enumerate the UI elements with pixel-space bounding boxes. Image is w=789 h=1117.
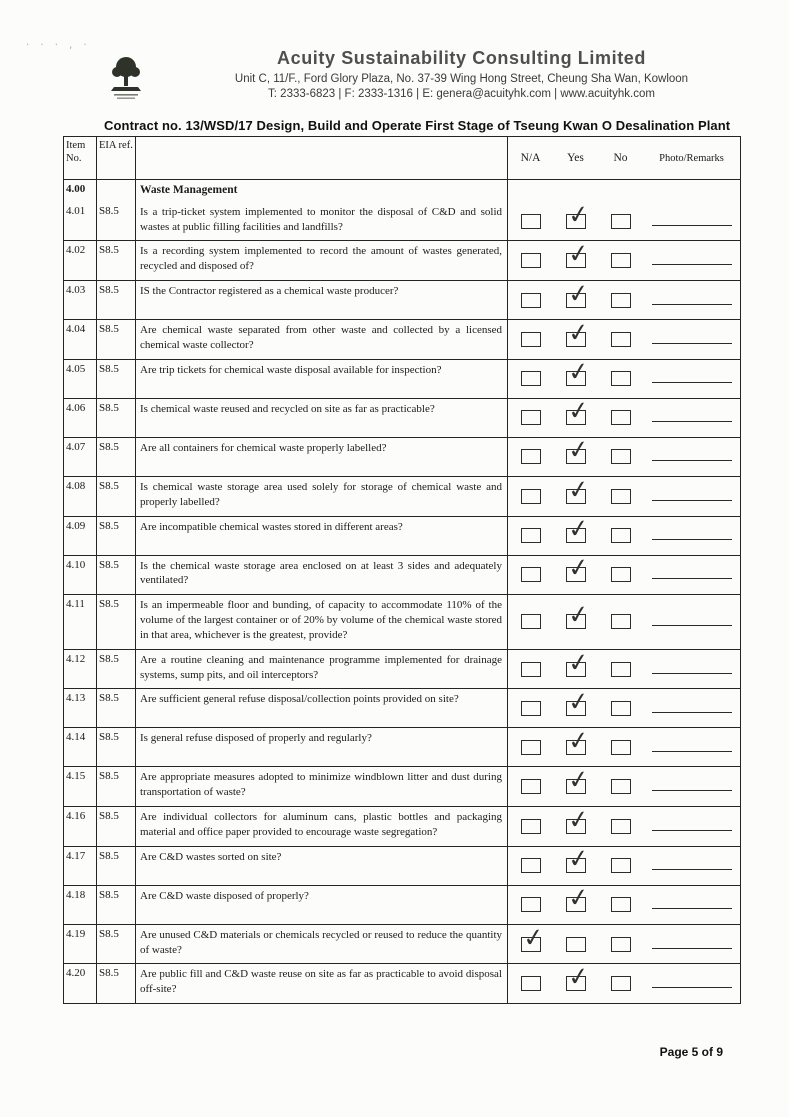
question-text: Is chemical waste reused and recycled on site as far as practicable?: [136, 398, 508, 437]
checkbox-slot-yes: [553, 356, 598, 388]
question-text: Are public fill and C&D waste reuse on site as far as practicable to avoid disposal off-site?: [136, 964, 508, 1004]
answer-cell: [508, 395, 741, 437]
checkbox-yes: [565, 473, 591, 505]
item-no: 4.13: [64, 689, 97, 728]
checkbox-slot-no: [598, 701, 643, 716]
checkbox-slot-yes: [553, 764, 598, 796]
checkbox-yes: [565, 434, 591, 466]
checkbox-no: [611, 449, 631, 464]
eia-ref: S8.5: [97, 767, 136, 807]
remarks-line: [652, 908, 732, 909]
checkbox-yes: [565, 843, 591, 875]
checkbox-slot-na: [508, 449, 553, 464]
answer-cell: [508, 198, 741, 241]
checkbox-slot-yes: [553, 937, 598, 952]
checkbox-no: [611, 489, 631, 504]
checkbox-na: [521, 897, 541, 912]
answer-cell: [508, 473, 741, 516]
checkbox-na: [521, 976, 541, 991]
checkbox-slot-na: [508, 819, 553, 834]
check-mark: ✓: [565, 356, 591, 388]
table-row: [64, 476, 741, 516]
answer-cell: [508, 595, 741, 650]
eia-ref: S8.5: [97, 516, 136, 555]
checkbox-yes: [565, 356, 591, 388]
checkbox-slot-no: [598, 662, 643, 677]
answer-cell: [508, 316, 741, 360]
eia-ref: S8.5: [97, 359, 136, 398]
remarks-line: [652, 869, 732, 870]
item-no: 4.19: [64, 924, 97, 964]
eia-ref: S8.5: [97, 398, 136, 437]
checkbox-no: [611, 214, 631, 229]
answer-cell: [508, 646, 741, 689]
checkbox-slot-yes: [553, 238, 598, 270]
column-header-no: No: [613, 152, 628, 165]
checkbox-slot-yes: [553, 599, 598, 631]
checkbox-no: [611, 819, 631, 834]
answer-cell: [508, 512, 741, 555]
table-row: [64, 516, 741, 555]
item-no: 4.14: [64, 728, 97, 767]
section-title: Waste Management: [136, 180, 508, 202]
checkbox-slot-na: [508, 528, 553, 543]
table-row: [64, 649, 741, 689]
checkbox-na: [520, 921, 546, 953]
checkbox-slot-na: [508, 489, 553, 504]
check-mark: ✓: [565, 685, 591, 718]
remarks-line: [652, 343, 732, 344]
table-row: [64, 398, 741, 437]
checkbox-yes: [565, 552, 591, 584]
question-text: Are all containers for chemical waste properly labelled?: [136, 437, 508, 476]
eia-ref: S8.5: [97, 281, 136, 320]
checkbox-na: [521, 614, 541, 629]
eia-ref: S8.5: [97, 728, 136, 767]
checkbox-na: [521, 214, 541, 229]
remarks-line: [652, 500, 732, 501]
answer-cell: [508, 764, 741, 807]
checkbox-no: [611, 614, 631, 629]
eia-ref: S8.5: [97, 846, 136, 885]
checkbox-slot-na: [508, 410, 553, 425]
checkbox-slot-no: [598, 214, 643, 229]
letterhead: [0, 0, 789, 107]
answer-cell: [508, 803, 741, 847]
item-no: 4.09: [64, 516, 97, 555]
column-header-yes: Yes: [567, 152, 584, 165]
checkbox-slot-yes: [553, 395, 598, 427]
check-mark: ✓: [565, 843, 591, 875]
item-no: 4.03: [64, 281, 97, 320]
checkbox-no: [611, 897, 631, 912]
checkbox-slot-no: [598, 253, 643, 268]
letterhead-text: [152, 48, 745, 100]
eia-ref: S8.5: [97, 595, 136, 650]
remarks-line: [652, 625, 732, 626]
item-no: 4.08: [64, 476, 97, 516]
answer-cell: [508, 552, 741, 595]
check-mark: ✓: [565, 599, 591, 631]
pencil-marks: · · · , ·: [26, 40, 91, 51]
checkbox-no: [611, 528, 631, 543]
item-no: 4.06: [64, 398, 97, 437]
checkbox-slot-yes: [553, 646, 598, 678]
item-no: 4.10: [64, 555, 97, 595]
checkbox-slot-no: [598, 819, 643, 834]
question-text: Is the chemical waste storage area enclosed on at least 3 sides and adequately ventilated?: [136, 555, 508, 595]
item-no: 4.16: [64, 807, 97, 847]
remarks-line: [652, 987, 732, 988]
column-header-eia: EIA ref.: [97, 137, 136, 180]
remarks-line: [652, 948, 732, 949]
checkbox-slot-no: [598, 332, 643, 347]
checkbox-no: [611, 779, 631, 794]
question-text: IS the Contractor registered as a chemical waste producer?: [136, 281, 508, 320]
check-mark: ✓: [565, 724, 591, 757]
check-mark: ✓: [565, 961, 591, 993]
item-no: 4.12: [64, 649, 97, 689]
checkbox-slot-yes: [553, 198, 598, 230]
eia-ref: S8.5: [97, 476, 136, 516]
check-mark: ✓: [565, 552, 591, 584]
checkbox-yes: [565, 882, 591, 914]
checkbox-slot-no: [598, 779, 643, 794]
column-header-na: N/A: [520, 152, 541, 165]
column-header-remarks: Photo/Remarks: [659, 152, 724, 164]
remarks-line: [652, 751, 732, 752]
table-row: [64, 281, 741, 320]
checkbox-slot-na: [508, 614, 553, 629]
table-row: [64, 807, 741, 847]
remarks-line: [652, 225, 732, 226]
page-number: Page 5 of 9: [659, 1045, 723, 1059]
checkbox-slot-na: [508, 976, 553, 991]
checkbox-na: [521, 293, 541, 308]
remarks-line: [652, 712, 732, 713]
checkbox-slot-no: [598, 937, 643, 952]
checkbox-slot-na: [508, 293, 553, 308]
item-no: 4.15: [64, 767, 97, 807]
question-text: Are appropriate measures adopted to minimize windblown litter and dust during transportation of waste?: [136, 767, 508, 807]
checkbox-na: [521, 567, 541, 582]
answer-cell: [508, 238, 741, 281]
section-answers: [508, 180, 741, 202]
checkbox-na: [521, 779, 541, 794]
eia-ref: S8.5: [97, 649, 136, 689]
question-text: Are incompatible chemical wastes stored in different areas?: [136, 516, 508, 555]
checkbox-na: [521, 253, 541, 268]
checkbox-no: [611, 937, 631, 952]
checkbox-no: [611, 976, 631, 991]
checkbox-slot-na: [508, 662, 553, 677]
section-row: [64, 180, 741, 202]
checkbox-slot-yes: [553, 512, 598, 545]
checkbox-na: [521, 819, 541, 834]
checkbox-no: [611, 701, 631, 716]
question-text: Are sufficient general refuse disposal/collection points provided on site?: [136, 689, 508, 728]
checklist-body: [64, 180, 741, 1004]
contract-title: Contract no. 13/WSD/17 Design, Build and Operate First Stage of Tseung Kwan O Desalination Plant: [104, 118, 731, 133]
check-mark: ✓: [565, 277, 591, 309]
table-row: [64, 595, 741, 650]
checkbox-slot-no: [598, 293, 643, 308]
checkbox-no: [611, 293, 631, 308]
checkbox-slot-no: [598, 976, 643, 991]
question-text: Are C&D wastes sorted on site?: [136, 846, 508, 885]
answer-cell: [508, 843, 741, 885]
checkbox-slot-na: [508, 921, 553, 953]
checkbox-no: [611, 567, 631, 582]
answer-cell: [508, 724, 741, 767]
section-item-no: 4.00: [64, 180, 97, 202]
question-text: Are individual collectors for aluminum cans, plastic bottles and packaging material and office paper provided to encourage waste segregation?: [136, 807, 508, 847]
eia-ref: S8.5: [97, 241, 136, 281]
check-mark: ✓: [565, 198, 591, 230]
remarks-line: [652, 790, 732, 791]
checkbox-slot-yes: [553, 724, 598, 757]
checkbox-slot-na: [508, 740, 553, 755]
column-header-answers: [508, 137, 741, 180]
remarks-line: [652, 460, 732, 461]
table-row: [64, 241, 741, 281]
check-mark: ✓: [565, 882, 591, 914]
table-row: [64, 359, 741, 398]
checkbox-na: [521, 740, 541, 755]
question-text: Are chemical waste separated from other waste and collected by a licensed chemical waste collector?: [136, 320, 508, 360]
company-contact: T: 2333-6823 | F: 2333-1316 | E: genera@acuityhk.com | www.acuityhk.com: [268, 88, 655, 100]
checkbox-slot-no: [598, 449, 643, 464]
checkbox-slot-no: [598, 567, 643, 582]
question-text: Is general refuse disposed of properly and regularly?: [136, 728, 508, 767]
remarks-line: [652, 421, 732, 422]
checkbox-yes: [565, 724, 591, 757]
checkbox-na: [521, 489, 541, 504]
checkbox-slot-no: [598, 740, 643, 755]
checklist-header: [64, 137, 741, 180]
remarks-line: [652, 304, 732, 305]
company-address: Unit C, 11/F., Ford Glory Plaza, No. 37-39 Wing Hong Street, Cheung Sha Wan, Kowloon: [234, 73, 689, 85]
check-mark: ✓: [565, 803, 591, 836]
checkbox-slot-no: [598, 410, 643, 425]
eia-ref: S8.5: [97, 202, 136, 241]
check-mark: ✓: [565, 764, 591, 796]
checkbox-yes: [565, 803, 591, 836]
table-row: [64, 885, 741, 924]
remarks-line: [652, 673, 732, 674]
table-row: [64, 555, 741, 595]
checkbox-slot-yes: [553, 882, 598, 914]
answer-cell: [508, 961, 741, 1004]
check-mark: ✓: [520, 921, 546, 953]
checkbox-slot-yes: [553, 803, 598, 836]
checkbox-yes: [565, 198, 591, 230]
checkbox-na: [521, 332, 541, 347]
checkbox-slot-no: [598, 897, 643, 912]
checkbox-slot-na: [508, 567, 553, 582]
item-no: 4.02: [64, 241, 97, 281]
eia-ref: S8.5: [97, 437, 136, 476]
item-no: 4.01: [64, 202, 97, 241]
checkbox-slot-yes: [553, 843, 598, 875]
column-header-question: [136, 137, 508, 180]
remarks-line: [652, 578, 732, 579]
tree-emblem-icon: [106, 54, 146, 102]
column-header-item: Item No.: [64, 137, 97, 180]
eia-ref: S8.5: [97, 555, 136, 595]
question-text: Is an impermeable floor and bunding, of capacity to accommodate 110% of the volume of the largest container or of 20% by volume of the chemical waste stored in that area, whichever is the greatest, provide?: [136, 595, 508, 650]
checkbox-slot-na: [508, 332, 553, 347]
checkbox-slot-no: [598, 858, 643, 873]
checkbox-slot-no: [598, 528, 643, 543]
remarks-line: [652, 264, 732, 265]
check-mark: ✓: [565, 512, 591, 545]
answer-cell: [508, 921, 741, 964]
question-text: Is a trip-ticket system implemented to monitor the disposal of C&D and solid wastes at public filling facilities and landfills?: [136, 202, 508, 241]
company-logo: [106, 48, 152, 107]
table-row: [64, 767, 741, 807]
checkbox-no: [611, 371, 631, 386]
table-row: [64, 924, 741, 964]
item-no: 4.07: [64, 437, 97, 476]
checkbox-no: [611, 858, 631, 873]
question-text: Is a recording system implemented to record the amount of wastes generated, recycled and disposed of?: [136, 241, 508, 281]
check-mark: ✓: [565, 395, 591, 427]
checkbox-na: [521, 449, 541, 464]
table-row: [64, 437, 741, 476]
answer-cell: [508, 685, 741, 728]
checkbox-slot-yes: [553, 685, 598, 718]
checkbox-slot-na: [508, 371, 553, 386]
remarks-line: [652, 830, 732, 831]
checkbox-slot-na: [508, 214, 553, 229]
checkbox-slot-yes: [553, 552, 598, 584]
item-no: 4.05: [64, 359, 97, 398]
question-text: Are a routine cleaning and maintenance programme implemented for drainage systems, sump pits, and oil interceptors?: [136, 649, 508, 689]
answer-cell: [508, 882, 741, 924]
checkbox-no: [611, 662, 631, 677]
eia-ref: S8.5: [97, 885, 136, 924]
checkbox-yes: [565, 277, 591, 309]
checkbox-yes: [565, 512, 591, 545]
table-row: [64, 728, 741, 767]
question-text: Are trip tickets for chemical waste disposal available for inspection?: [136, 359, 508, 398]
checkbox-na: [521, 701, 541, 716]
question-text: Is chemical waste storage area used solely for storage of chemical waste and properly labelled?: [136, 476, 508, 516]
checkbox-slot-yes: [553, 316, 598, 349]
eia-ref: S8.5: [97, 807, 136, 847]
checkbox-yes: [566, 937, 586, 952]
table-row: [64, 689, 741, 728]
checkbox-na: [521, 528, 541, 543]
checkbox-no: [611, 332, 631, 347]
checkbox-yes: [565, 685, 591, 718]
checkbox-yes: [565, 238, 591, 270]
check-mark: ✓: [565, 646, 591, 678]
item-no: 4.18: [64, 885, 97, 924]
remarks-line: [652, 382, 732, 383]
company-name: Acuity Sustainability Consulting Limited: [276, 48, 647, 68]
checkbox-no: [611, 740, 631, 755]
table-row: [64, 202, 741, 241]
checkbox-na: [521, 371, 541, 386]
check-mark: ✓: [565, 473, 591, 505]
eia-ref: S8.5: [97, 924, 136, 964]
check-mark: ✓: [565, 316, 591, 349]
checkbox-na: [521, 858, 541, 873]
checkbox-slot-no: [598, 614, 643, 629]
checkbox-slot-yes: [553, 434, 598, 466]
remarks-line: [652, 539, 732, 540]
checkbox-na: [521, 662, 541, 677]
checkbox-slot-yes: [553, 277, 598, 309]
checklist-table: [63, 136, 741, 1004]
eia-ref: S8.5: [97, 964, 136, 1004]
table-row: [64, 846, 741, 885]
table-row: [64, 320, 741, 360]
item-no: 4.20: [64, 964, 97, 1004]
checkbox-slot-yes: [553, 961, 598, 993]
checkbox-yes: [565, 599, 591, 631]
checkbox-slot-yes: [553, 473, 598, 505]
checkbox-na: [521, 410, 541, 425]
checkbox-yes: [565, 646, 591, 678]
eia-ref: S8.5: [97, 320, 136, 360]
checkbox-slot-no: [598, 371, 643, 386]
item-no: 4.04: [64, 320, 97, 360]
checkbox-no: [611, 410, 631, 425]
checkbox-slot-na: [508, 253, 553, 268]
checkbox-yes: [565, 316, 591, 349]
checkbox-no: [611, 253, 631, 268]
check-mark: ✓: [565, 434, 591, 466]
question-text: Are unused C&D materials or chemicals recycled or reused to reduce the quantity of waste?: [136, 924, 508, 964]
question-text: Are C&D waste disposed of properly?: [136, 885, 508, 924]
answer-cell: [508, 434, 741, 476]
check-mark: ✓: [565, 238, 591, 270]
checkbox-slot-na: [508, 779, 553, 794]
item-no: 4.11: [64, 595, 97, 650]
item-no: 4.17: [64, 846, 97, 885]
checkbox-yes: [565, 395, 591, 427]
answer-cell: [508, 356, 741, 398]
checkbox-slot-na: [508, 701, 553, 716]
eia-ref: S8.5: [97, 689, 136, 728]
section-eia-ref: [97, 180, 136, 202]
answer-cell: [508, 277, 741, 320]
checkbox-slot-na: [508, 858, 553, 873]
checkbox-yes: [565, 961, 591, 993]
checkbox-slot-na: [508, 897, 553, 912]
checkbox-yes: [565, 764, 591, 796]
checkbox-slot-no: [598, 489, 643, 504]
table-row: [64, 964, 741, 1004]
